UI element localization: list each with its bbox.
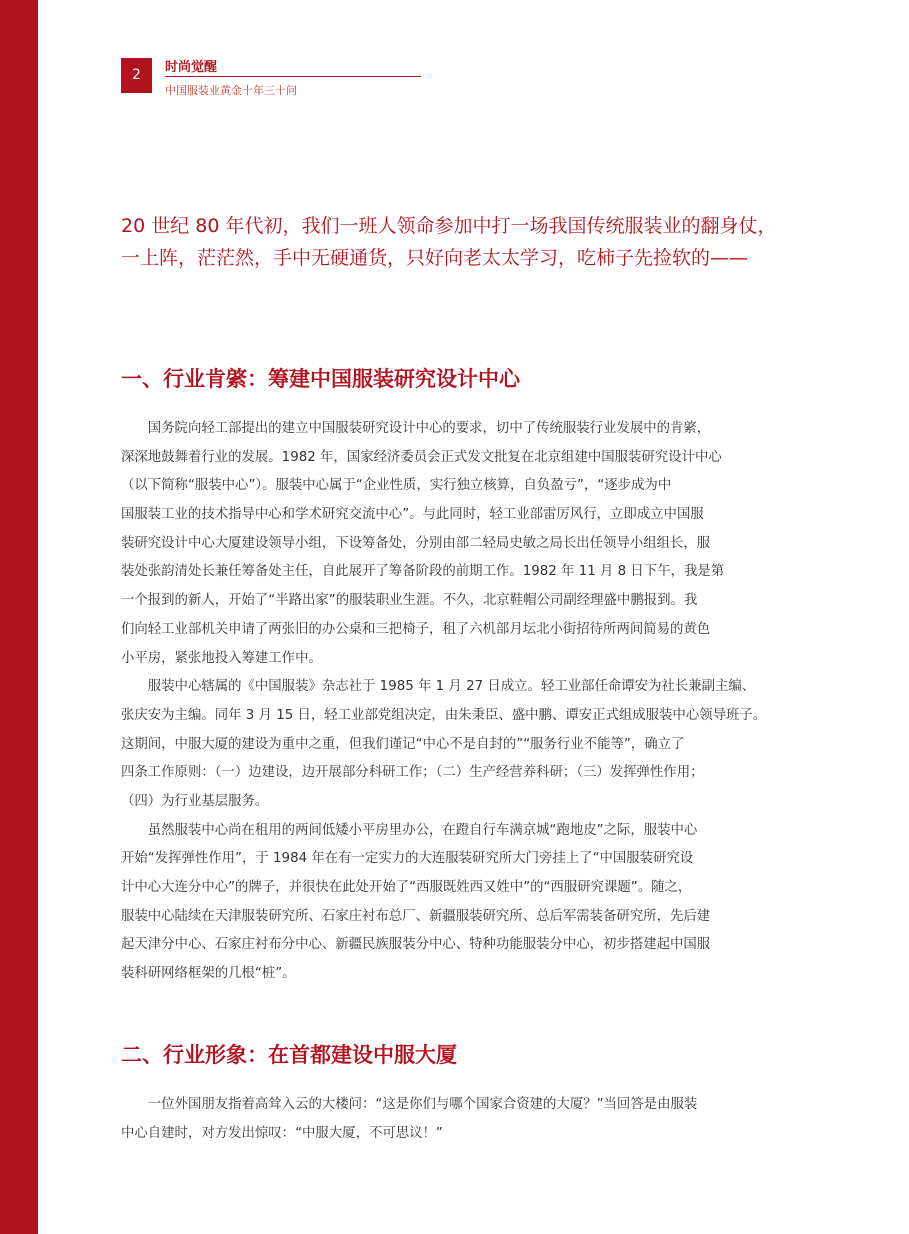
section-heading-2: 二、行业形象：在首都建设中服大厦: [121, 1043, 457, 1067]
body-line: 国服装工业的技术指导中心和学术研究交流中心”。与此同时，轻工业部雷厉风行，立即成立中国服: [121, 507, 704, 523]
running-header-title: 时尚觉醒: [165, 60, 218, 75]
body-line: 张庆安为主编。同年 3 月 15 日，轻工业部党组决定，由朱秉臣、盛中鹏、谭安正式组成服装中心领导班子。: [121, 707, 767, 723]
body-line: 国务院向轻工部提出的建立中国服装研究设计中心的要求，切中了传统服装行业发展中的肯綮，: [121, 421, 711, 436]
section-1-body: [121, 415, 811, 989]
intro-line: 20 世纪 80 年代初，我们一班人领命参加中打一场我国传统服装业的翻身仗，: [121, 215, 777, 237]
body-line: （以下简称“服装中心”）。服装中心属于“企业性质，实行独立核算，自负盈亏”，“逐步成为中: [121, 478, 672, 494]
body-line: 四条工作原则：（一）边建设，边开展部分科研工作；（二）生产经营养科研；（三）发挥弹性作用；: [121, 765, 704, 781]
body-line: 计中心大连分中心”的牌子，并很快在此处开始了“西服既姓西又姓中”的“西服研究课题”。随之，: [121, 880, 692, 895]
body-line: （四）为行业基层服务。: [121, 793, 269, 809]
section-2-body: [121, 1091, 811, 1148]
intro-line: 一上阵，茫茫然，手中无硬通货，只好向老太太学习，吃柿子先捡软的——: [121, 247, 749, 269]
body-line: 一个报到的新人，开始了“半路出家”的服装职业生涯。不久，北京鞋帽公司副经理盛中鹏报到。我: [121, 593, 698, 609]
body-line: 装处张韵清处长兼任筹备处主任，自此展开了筹备阶段的前期工作。1982 年 11 月 8 日下午，我是第: [121, 564, 725, 580]
left-accent-bar: [0, 0, 38, 1234]
intro-paragraph: [121, 210, 811, 274]
body-line: 服装中心陆续在天津服装研究所、石家庄衬布总厂、新疆服装研究所、总后军需装备研究所，先后建: [121, 908, 711, 924]
body-line: 开始“发挥弹性作用”，于 1984 年在有一定实力的大连服装研究所大门旁挂上了“中国服装研究设: [121, 851, 694, 867]
body-line: 起天津分中心、石家庄衬布分中心、新疆民族服装分中心、特种功能服装分中心，初步搭建起中国服: [121, 937, 711, 953]
body-line: 一位外国朋友指着高耸入云的大楼问：“这是你们与哪个国家合资建的大厦？”当回答是由服装: [121, 1097, 698, 1112]
body-line: 小平房，紧张地投入筹建工作中。: [121, 650, 322, 666]
body-line: 虽然服装中心尚在租用的两间低矮小平房里办公，在蹬自行车满京城“跑地皮”之际，服装中心: [121, 822, 698, 838]
section-heading-1: 一、行业肯綮：筹建中国服装研究设计中心: [121, 367, 520, 391]
body-line: 深深地鼓舞着行业的发展。1982 年，国家经济委员会正式发文批复在北京组建中国服装研究设计中心: [121, 449, 722, 465]
header-divider: [165, 76, 421, 77]
body-line: 装研究设计中心大厦建设领导小组，下设筹备处，分别由部二轻局史敏之局长出任领导小组组长，服: [121, 535, 711, 551]
body-line: 这期间，中服大厦的建设为重中之重，但我们谨记“中心不是自封的”“服务行业不能等”，确立了: [121, 736, 685, 752]
body-line: 装科研网络框架的几根“桩”。: [121, 966, 296, 982]
body-line: 中心自建时，对方发出惊叹：“中服大厦，不可思议！”: [121, 1125, 443, 1141]
body-line: 们向轻工业部机关申请了两张旧的办公桌和三把椅子，租了六机部月坛北小街招待所两间简易的黄色: [121, 621, 711, 637]
body-line: 服装中心辖属的《中国服装》杂志社于 1985 年 1 月 27 日成立。轻工业部任命谭安为社长兼副主编、: [121, 679, 756, 695]
page-number: 2: [121, 58, 152, 93]
running-header-subtitle: 中国服装业黄金十年三十问: [165, 84, 297, 97]
